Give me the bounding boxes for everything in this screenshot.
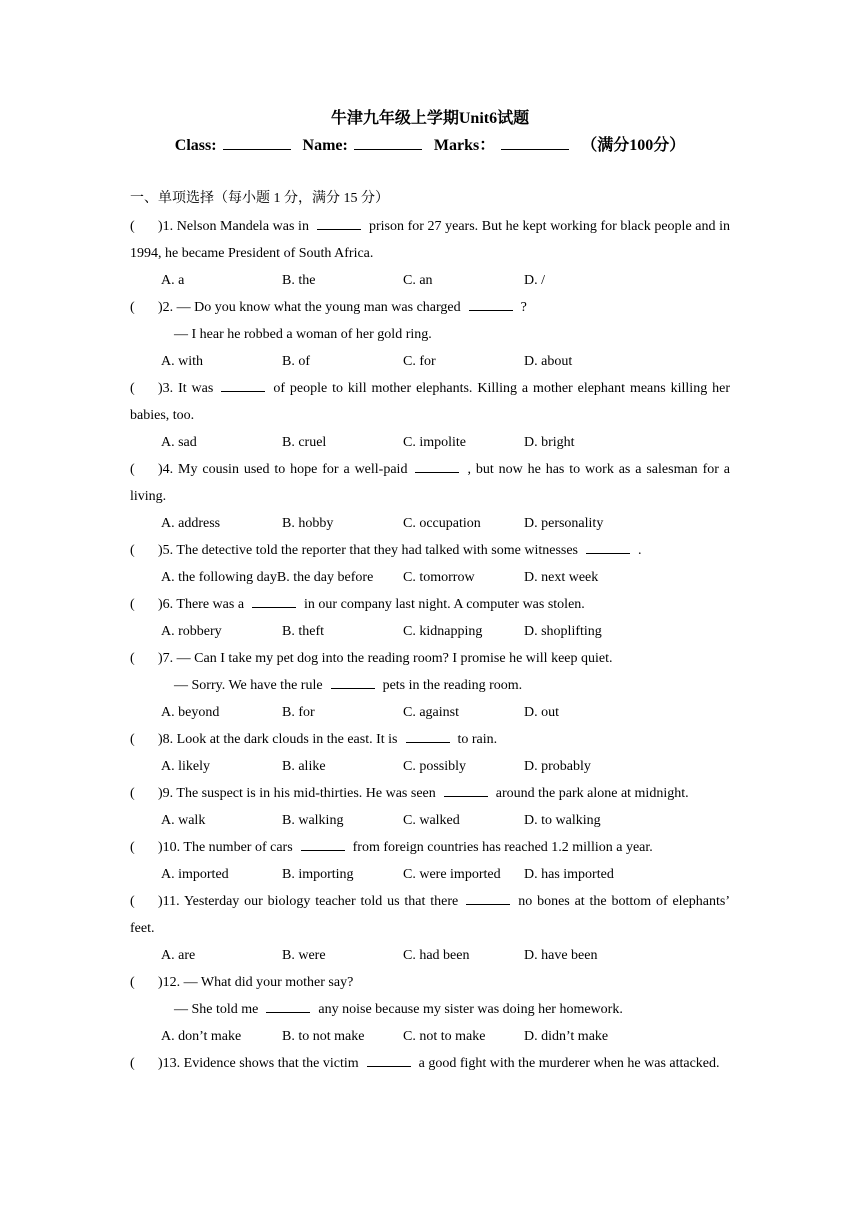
- answer-option[interactable]: C. for: [403, 354, 436, 369]
- page-title: 牛津九年级上学期Unit6试题: [330, 110, 530, 127]
- name-label: Name:: [302, 137, 348, 154]
- answer-option[interactable]: B. alike: [282, 759, 326, 774]
- question-item: [130, 645, 730, 726]
- answer-option[interactable]: C. possibly: [403, 759, 467, 774]
- answer-option[interactable]: B. cruel: [282, 435, 327, 450]
- question-stem-tail: from foreign countries has reached 1.2 million a year.: [352, 840, 653, 855]
- reply-tail: pets in the reading room.: [382, 678, 523, 693]
- question-stem: )8. Look at the dark clouds in the east. It is: [158, 732, 398, 747]
- question-item: [130, 969, 730, 1050]
- question-stem: )12. — What did your mother say?: [158, 975, 354, 990]
- answer-option[interactable]: B. of: [282, 354, 310, 369]
- answer-option[interactable]: D. shoplifting: [524, 624, 602, 639]
- question-text: [130, 456, 730, 510]
- answer-paren[interactable]: (: [130, 543, 135, 558]
- question-stem-tail: to rain.: [457, 732, 498, 747]
- answer-option[interactable]: D. have been: [524, 948, 598, 963]
- question-text: [130, 780, 730, 807]
- answer-blank[interactable]: [444, 782, 488, 797]
- answer-option[interactable]: B. the: [282, 273, 316, 288]
- answer-option[interactable]: B. hobby: [282, 516, 334, 531]
- answer-option[interactable]: C. walked: [403, 813, 460, 828]
- answer-option[interactable]: A. beyond: [161, 705, 220, 720]
- question-stem: )2. — Do you know what the young man was charged: [158, 300, 461, 315]
- answer-option[interactable]: D. bright: [524, 435, 575, 450]
- answer-paren[interactable]: (: [130, 786, 135, 801]
- class-label: Class:: [174, 137, 217, 154]
- answer-option[interactable]: C. impolite: [403, 435, 466, 450]
- question-stem: )5. The detective told the reporter that they had talked with some witnesses: [158, 543, 579, 558]
- dialogue-reply: — I hear he robbed a woman of her gold ring.: [174, 327, 432, 342]
- answer-option[interactable]: D. probably: [524, 759, 591, 774]
- question-stem-tail: prison for 27 years. But he kept working for black people and in 1994, he became President of South Africa.: [130, 219, 731, 261]
- question-item: [130, 213, 730, 294]
- question-stem-tail: , but now he has to work as a salesman for a living.: [130, 462, 730, 504]
- question-item: [130, 591, 730, 645]
- option-row: [130, 942, 730, 969]
- option-row: [130, 348, 730, 375]
- student-info-header: [0, 135, 860, 157]
- question-item: [130, 780, 730, 834]
- question-stem-tail: no bones at the bottom of elephants’ feet.: [130, 894, 730, 936]
- answer-option[interactable]: B. for: [282, 705, 315, 720]
- answer-option[interactable]: C. tomorrow: [403, 570, 475, 585]
- answer-option[interactable]: A. with: [161, 354, 203, 369]
- question-item: [130, 294, 730, 375]
- answer-option[interactable]: C. an: [403, 273, 433, 288]
- question-text: [130, 969, 730, 996]
- answer-blank[interactable]: [331, 674, 375, 689]
- answer-option[interactable]: D. out: [524, 705, 559, 720]
- answer-blank[interactable]: [415, 458, 459, 473]
- answer-blank[interactable]: [586, 539, 630, 554]
- question-stem-tail: ?: [520, 300, 527, 315]
- answer-paren[interactable]: (: [130, 300, 135, 315]
- answer-option[interactable]: A. sad: [161, 435, 197, 450]
- question-item: [130, 1050, 730, 1077]
- question-text: [130, 834, 730, 861]
- reply-tail: any noise because my sister was doing her homework.: [318, 1002, 623, 1017]
- question-stem: )13. Evidence shows that the victim: [158, 1056, 359, 1071]
- section-title: 一、单项选择（每小题 1 分，满分 15 分）: [130, 191, 389, 206]
- answer-paren[interactable]: (: [130, 462, 135, 477]
- answer-blank[interactable]: [317, 215, 361, 230]
- answer-blank[interactable]: [266, 998, 310, 1013]
- question-item: [130, 726, 730, 780]
- option-row: [130, 807, 730, 834]
- answer-blank[interactable]: [252, 593, 296, 608]
- answer-option[interactable]: B. were: [282, 948, 326, 963]
- answer-blank[interactable]: [301, 836, 345, 851]
- option-row: [130, 510, 730, 537]
- answer-option[interactable]: D. didn’t make: [524, 1029, 609, 1044]
- answer-option[interactable]: C. had been: [403, 948, 470, 963]
- question-stem: )6. There was a: [158, 597, 245, 612]
- answer-option[interactable]: D. to walking: [524, 813, 601, 828]
- question-stem: )11. Yesterday our biology teacher told us that there: [158, 894, 459, 909]
- question-stem-tail: a good fight with the murderer when he was attacked.: [418, 1056, 720, 1071]
- answer-option[interactable]: C. kidnapping: [403, 624, 483, 639]
- answer-paren[interactable]: (: [130, 597, 135, 612]
- question-text: [130, 726, 730, 753]
- reply-lead: — Sorry. We have the rule: [174, 678, 323, 693]
- question-item: [130, 456, 730, 537]
- answer-option[interactable]: C. were imported: [403, 867, 501, 882]
- answer-option[interactable]: A. address: [161, 516, 221, 531]
- option-row: [130, 429, 730, 456]
- answer-option[interactable]: B. walking: [282, 813, 344, 828]
- question-text: [130, 1050, 730, 1077]
- question-item: [130, 375, 730, 456]
- question-item: [130, 834, 730, 888]
- option-row: [130, 861, 730, 888]
- answer-blank[interactable]: [406, 728, 450, 743]
- dialogue-reply: [130, 996, 730, 1023]
- answer-paren[interactable]: (: [130, 1056, 135, 1071]
- answer-option[interactable]: D. next week: [524, 570, 599, 585]
- question-stem: )9. The suspect is in his mid-thirties. He was seen: [158, 786, 436, 801]
- answer-option[interactable]: C. against: [403, 705, 459, 720]
- option-row: [130, 267, 730, 294]
- answer-option[interactable]: A. are: [161, 948, 196, 963]
- dialogue-reply: [130, 672, 730, 699]
- answer-paren[interactable]: (: [130, 894, 135, 909]
- question-item: [130, 888, 730, 969]
- answer-option[interactable]: A. robbery: [161, 624, 222, 639]
- question-text: [130, 375, 730, 429]
- question-stem: )10. The number of cars: [158, 840, 293, 855]
- question-text: [130, 294, 730, 321]
- answer-option[interactable]: D. personality: [524, 516, 604, 531]
- marks-label: Marks：: [433, 137, 496, 154]
- question-text: [130, 591, 730, 618]
- option-row: [130, 699, 730, 726]
- class-blank[interactable]: [223, 135, 291, 150]
- answer-paren[interactable]: (: [130, 651, 135, 666]
- answer-option[interactable]: A. likely: [161, 759, 210, 774]
- answer-option[interactable]: D. /: [524, 273, 545, 288]
- answer-option[interactable]: A. don’t make: [161, 1029, 242, 1044]
- question-text: [130, 888, 730, 942]
- answer-option[interactable]: D. has imported: [524, 867, 614, 882]
- answer-paren[interactable]: (: [130, 219, 135, 234]
- option-row: [130, 1023, 730, 1050]
- full-score-label: （满分100分）: [581, 137, 686, 154]
- question-stem-tail: .: [638, 543, 642, 558]
- answer-paren[interactable]: (: [130, 840, 135, 855]
- question-list: [130, 213, 730, 1077]
- question-item: [130, 537, 730, 591]
- question-stem: )1. Nelson Mandela was in: [158, 219, 309, 234]
- reply-lead: — She told me: [174, 1002, 259, 1017]
- answer-blank[interactable]: [221, 377, 265, 392]
- question-stem: )4. My cousin used to hope for a well-paid: [158, 462, 408, 477]
- option-row: [130, 564, 730, 591]
- answer-option[interactable]: B. theft: [282, 624, 324, 639]
- answer-option[interactable]: B. to not make: [282, 1029, 365, 1044]
- answer-option[interactable]: A. the following dayB. the day before: [161, 570, 374, 585]
- answer-option[interactable]: A. walk: [161, 813, 206, 828]
- question-stem: )7. — Can I take my pet dog into the reading room? I promise he will keep quiet.: [158, 651, 613, 666]
- answer-option[interactable]: C. occupation: [403, 516, 481, 531]
- question-text: [130, 645, 730, 672]
- option-row: [130, 753, 730, 780]
- answer-option[interactable]: C. not to make: [403, 1029, 486, 1044]
- answer-option[interactable]: A. imported: [161, 867, 229, 882]
- answer-paren[interactable]: (: [130, 975, 135, 990]
- answer-blank[interactable]: [469, 296, 513, 311]
- question-text: [130, 537, 730, 564]
- answer-paren[interactable]: (: [130, 381, 135, 396]
- name-blank[interactable]: [354, 135, 422, 150]
- marks-blank[interactable]: [501, 135, 569, 150]
- answer-option[interactable]: A. a: [161, 273, 185, 288]
- answer-blank[interactable]: [367, 1052, 411, 1067]
- answer-option[interactable]: B. importing: [282, 867, 354, 882]
- question-stem-tail: in our company last night. A computer was stolen.: [304, 597, 585, 612]
- question-stem-tail: of people to kill mother elephants. Killing a mother elephant means killing her babies, too.: [130, 381, 730, 423]
- question-text: [130, 213, 730, 267]
- answer-option[interactable]: D. about: [524, 354, 573, 369]
- answer-blank[interactable]: [466, 890, 510, 905]
- answer-paren[interactable]: (: [130, 732, 135, 747]
- question-stem: )3. It was: [158, 381, 214, 396]
- option-row: [130, 618, 730, 645]
- question-stem-tail: around the park alone at midnight.: [495, 786, 689, 801]
